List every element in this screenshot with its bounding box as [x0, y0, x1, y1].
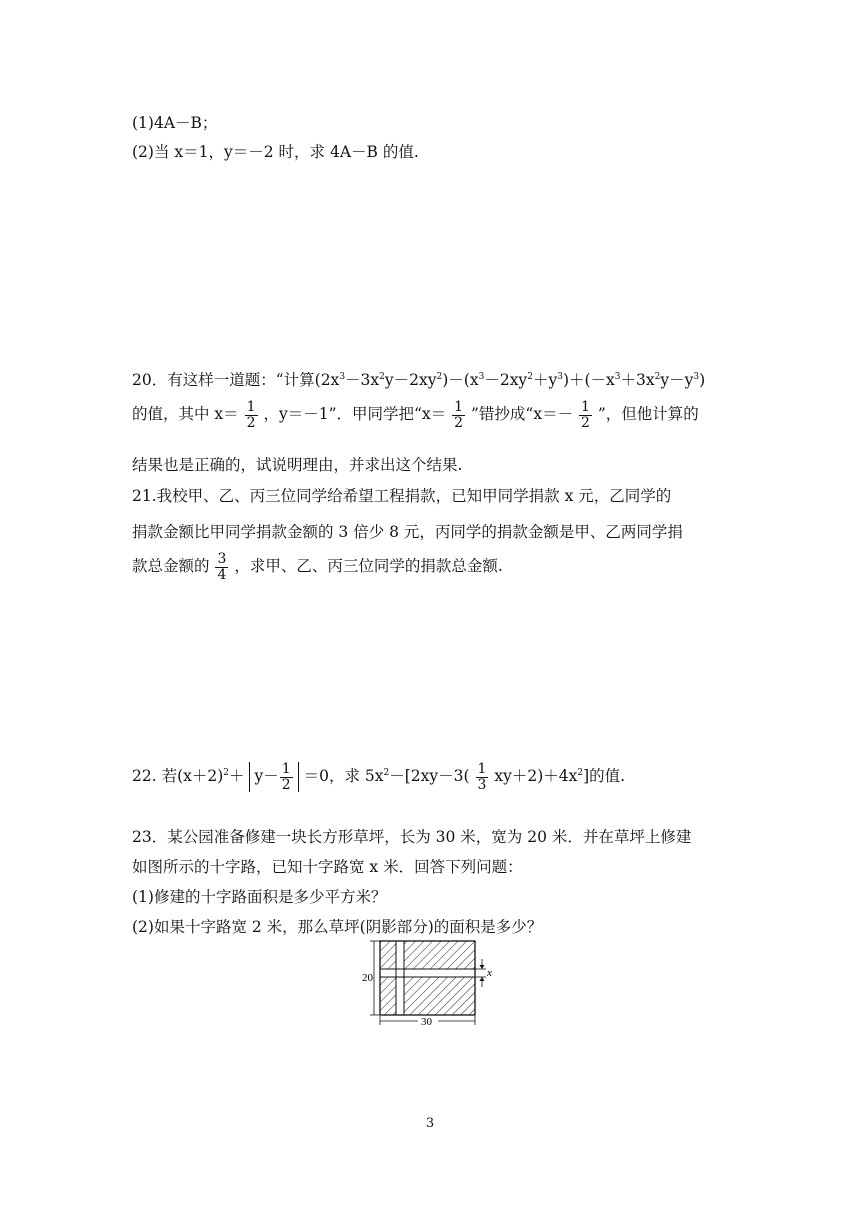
fraction-three-quarters: $\frac{3}{4}$: [217, 551, 227, 583]
q23-line2: 如图所示的十字路，已知十字路宽 x 米．回答下列问题：: [132, 858, 523, 876]
q23-line1: 23．某公园准备修建一块长方形草坪，长为 30 米，宽为 20 米．并在草坪上修建: [132, 828, 692, 846]
fraction-one-half: $\frac{1}{2}$: [246, 399, 256, 431]
fraction-one-half: $\frac{1}{2}$: [581, 399, 590, 431]
q23-part2: (2)如果十字路宽 2 米，那么草坪(阴影部分)的面积是多少？: [132, 918, 543, 936]
q19-part1: (1)4A－B；: [132, 114, 218, 132]
lawn-quadrant: [380, 977, 396, 1015]
q22-line: 22. 若$(x+2)^2+ y-$ $\frac{1}{2}$ ＝0，求 $5x^2-[2xy-3$( $\frac{1}{3}$ $xy+2)+4x^2$]的值.: [132, 761, 626, 793]
q23-part1: (1)修建的十字路面积是多少平方米？: [132, 888, 387, 906]
q19-part2: (2)当 x＝1，y＝－2 时，求 4A－B 的值.: [132, 143, 419, 161]
page-number: 3: [425, 1116, 435, 1131]
lawn-quadrant: [404, 941, 475, 969]
fraction-one-third: $\frac{1}{3}$: [477, 761, 487, 793]
absolute-value: y－ $\frac{1}{2}$: [249, 762, 298, 792]
q20-line2: 的值，其中 x＝ $\frac{1}{2}$ ，y＝－1”．甲同学把“x＝ $\frac{1}{2}$ ”错抄成“x＝－ $\frac{1}{2}$ ”，但他计算的: [132, 399, 699, 431]
q20-line3: 结果也是正确的，试说明理由，并求出这个结果.: [132, 456, 463, 474]
path-width-label: x: [487, 967, 492, 979]
q20-line1: 20．有这样一道题：“计算$(2x^3-3x^2y-2xy^2)-(x^3-2xy^2+y^3)+(-x^3+3x^2y-y^3)$: [132, 371, 706, 389]
width-label: 30: [421, 1016, 432, 1027]
fraction-one-half: $\frac{1}{2}$: [454, 399, 464, 431]
q21-line1: 21.我校甲、乙、丙三位同学给希望工程捐款，已知甲同学捐款 x 元，乙同学的: [132, 487, 672, 505]
height-label: 20: [362, 972, 373, 984]
q21-line3: 款总金额的 $\frac{3}{4}$ ，求甲、乙、丙三位同学的捐款总金额.: [132, 551, 503, 583]
lawn-figure: [360, 937, 500, 1027]
q21-line2: 捐款金额比甲同学捐款金额的 3 倍少 8 元，丙同学的捐款金额是甲、乙两同学捐: [132, 523, 683, 541]
lawn-quadrant: [404, 977, 475, 1015]
lawn-quadrant: [380, 941, 396, 969]
